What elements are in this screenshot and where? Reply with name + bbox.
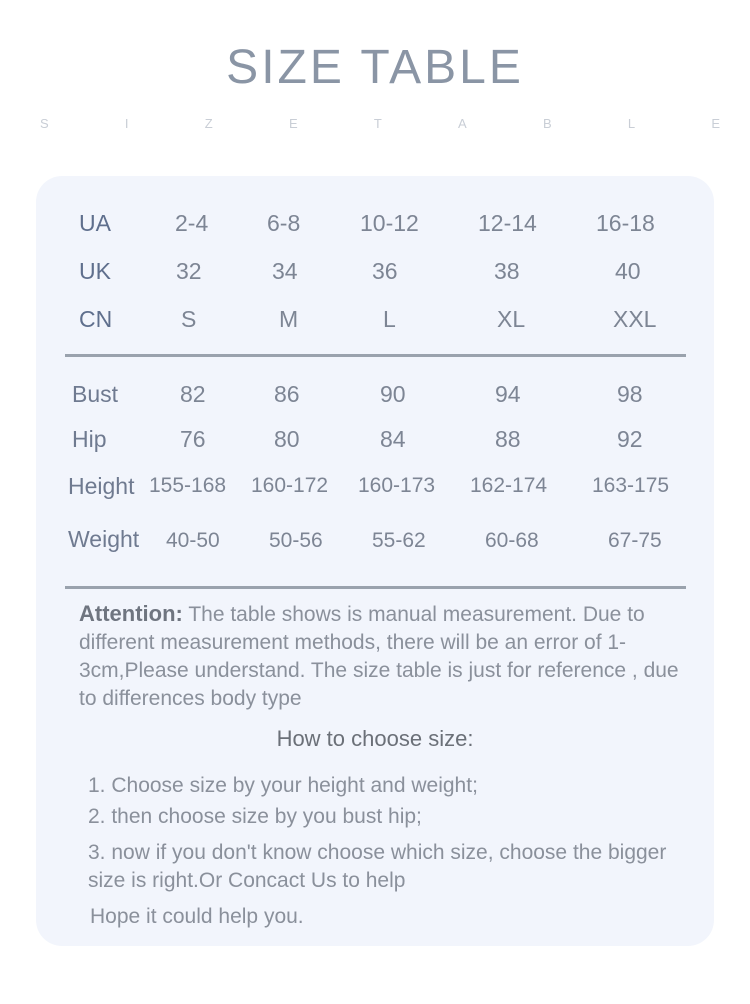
closing-note: Hope it could help you. [90,905,304,928]
subtitle-letter: A [458,116,467,131]
table-cell: 98 [617,381,643,407]
table-cell: 12-14 [478,210,537,236]
size-card [36,176,714,946]
table-cell: 76 [180,426,206,452]
table-cell: 86 [274,381,300,407]
table-cell: M [279,306,299,332]
table-cell: 84 [380,426,406,452]
subtitle-letter: S [40,116,49,131]
measure-row-height [36,466,714,506]
step-item: 3. now if you don't know choose which size, choose the bigger size is right.Or Concact Us to help [88,841,667,892]
table-cell: 162-174 [470,474,548,497]
table-cell: 34 [272,258,298,284]
table-cell: 32 [176,258,202,284]
table-cell: 2-4 [175,210,209,236]
table-cell: 67-75 [608,529,662,552]
how-to-choose-title: How to choose size: [276,726,474,751]
subtitle-letter: E [288,116,298,131]
size-row-ua [36,203,714,243]
row-label: Weight [68,526,140,552]
table-cell: 80 [274,426,300,452]
table-divider [65,586,686,589]
table-cell: 94 [495,381,521,407]
table-cell: 160-172 [251,474,329,497]
table-cell: 163-175 [592,474,670,497]
subtitle-letter: I [124,116,129,131]
table-cell: XXL [613,306,657,332]
table-cell: 88 [495,426,521,452]
subtitle-letter: E [711,116,720,131]
subtitle-letter: T [373,116,382,131]
table-cell: 10-12 [360,210,419,236]
subtitle-letter: L [627,116,636,131]
table-cell: 92 [617,426,643,452]
size-row-cn [36,299,714,339]
row-label: UK [79,258,111,284]
table-cell: 16-18 [596,210,655,236]
table-cell: 60-68 [485,529,539,552]
attention-label: Attention: [79,601,183,626]
row-label: Bust [72,381,119,407]
table-cell: 160-173 [358,474,436,497]
table-cell: 55-62 [372,529,426,552]
measure-row-hip [36,419,714,459]
row-label: CN [79,306,113,332]
subtitle-letters [40,116,720,131]
table-divider [65,354,686,357]
subtitle-letter: B [542,116,552,131]
table-cell: 36 [372,258,398,284]
subtitle-letter: Z [204,116,213,131]
table-cell: 6-8 [267,210,301,236]
step-item: 2. then choose size by you bust hip; [88,805,422,828]
table-cell: 82 [180,381,206,407]
size-row-uk [36,251,714,291]
row-label: Hip [72,426,107,452]
table-cell: S [181,306,197,332]
attention-note [79,600,699,713]
table-cell: 90 [380,381,406,407]
table-cell: 50-56 [269,529,323,552]
table-cell: L [383,306,396,332]
table-cell: 155-168 [149,474,227,497]
measure-row-bust [36,374,714,414]
table-cell: 40 [615,258,641,284]
row-label: Height [68,473,135,499]
step-item: 1. Choose size by your height and weight; [88,774,478,797]
table-cell: XL [497,306,526,332]
attention-text: The table shows is manual measurement. Due to different measurement methods, there will be an error of 1-3cm,Please understand. The size table is just for reference , due to differences body type [79,603,679,710]
table-cell: 40-50 [166,529,220,552]
row-label: UA [79,210,111,236]
page-title: SIZE TABLE [226,41,524,94]
table-cell: 38 [494,258,520,284]
measure-row-weight [36,521,714,561]
